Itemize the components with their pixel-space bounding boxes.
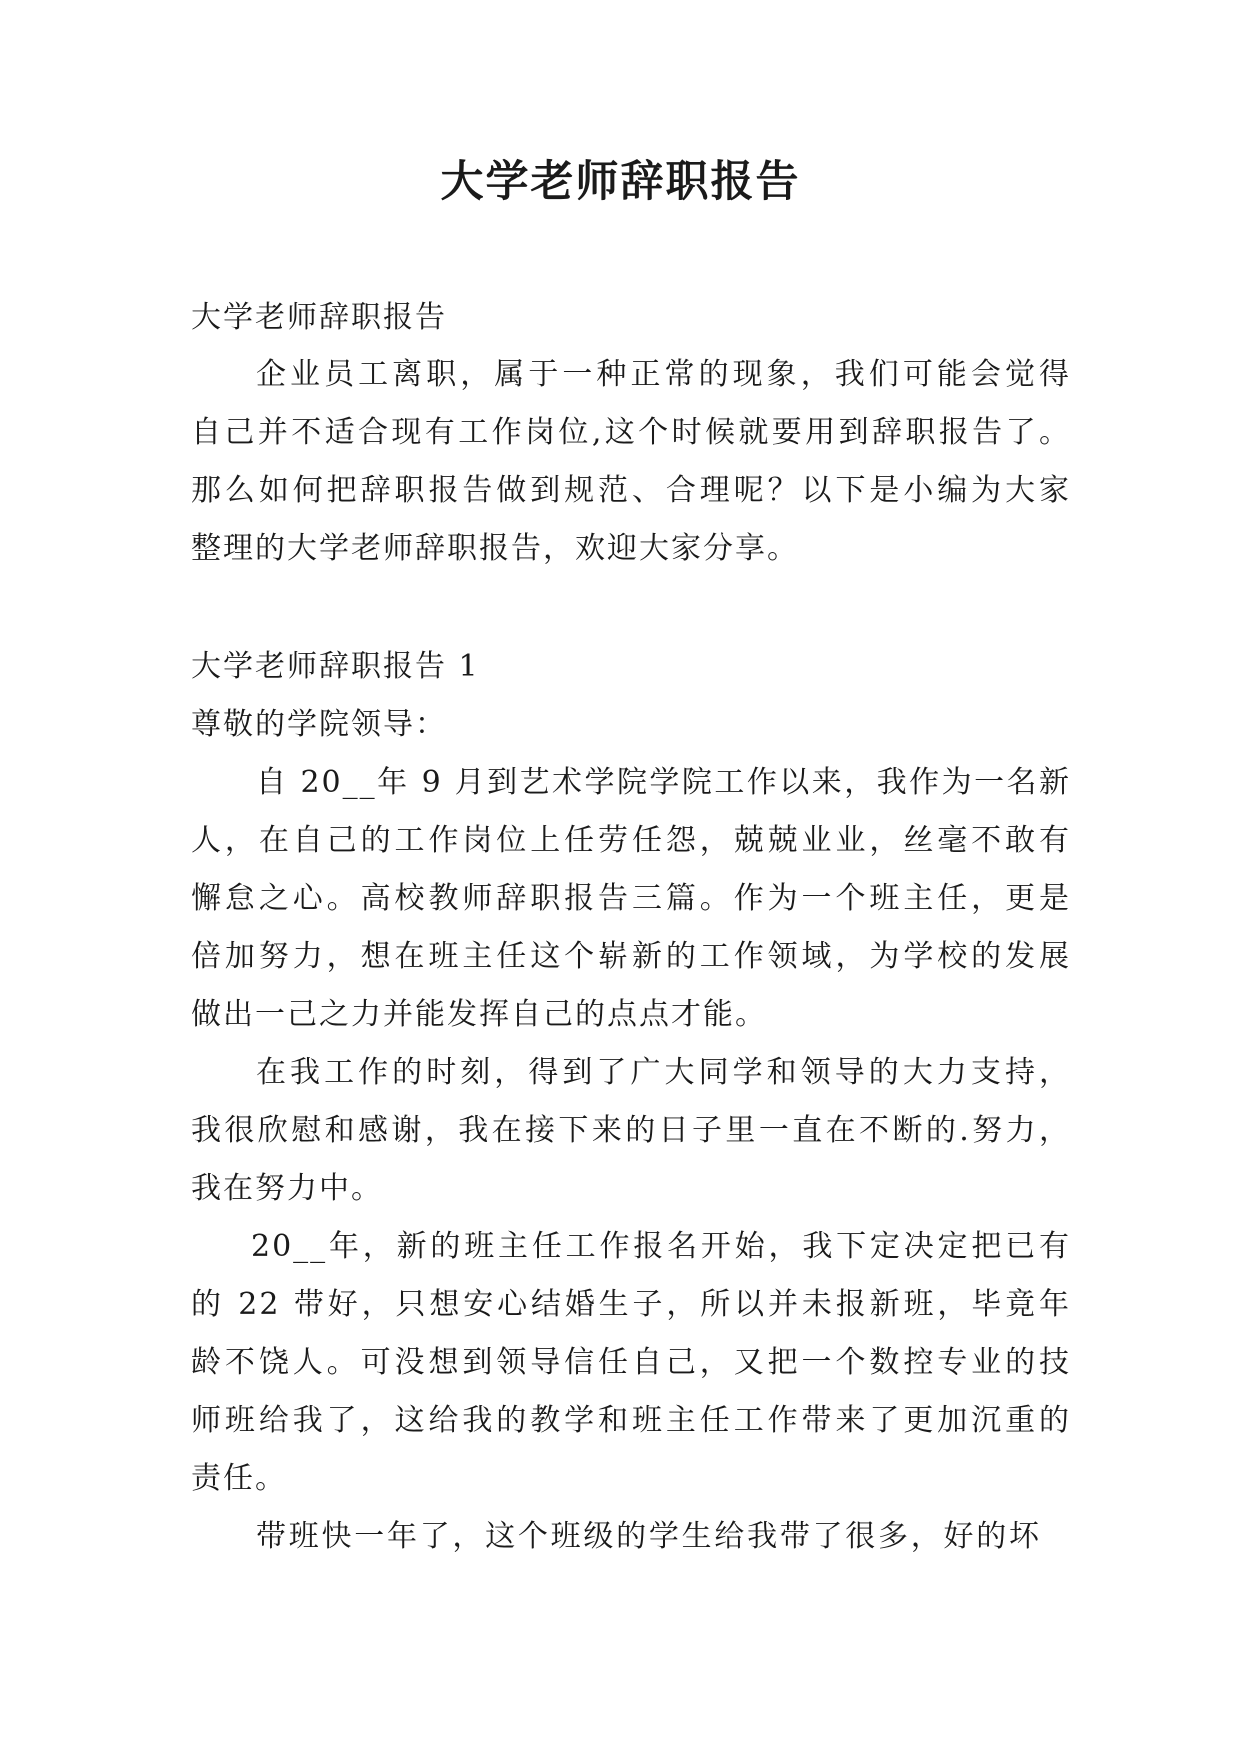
paragraph-line: 带班快一年了，这个班级的学生给我带了很多，好的坏 [256,1519,1041,1554]
paragraph-line: 那么如何把辞职报告做到规范、合理呢？以下是小编为大家 [191,473,1071,508]
paragraph-line: 自 20__年 9 月到艺术学院学院工作以来，我作为一名新 [256,765,1071,800]
paragraph-line: 企业员工离职，属于一种正常的现象，我们可能会觉得 [256,357,1071,392]
paragraph-line: 责任。 [191,1461,287,1496]
paragraph-line: 人，在自己的工作岗位上任劳任怨，兢兢业业，丝毫不敢有 [191,823,1071,858]
paragraph-line: 我在努力中。 [191,1171,383,1206]
paragraph-line: 自己并不适合现有工作岗位,这个时候就要用到辞职报告了。 [191,415,1071,450]
paragraph-line: 龄不饶人。可没想到领导信任自己，又把一个数控专业的技 [191,1345,1071,1380]
subtitle-line: 大学老师辞职报告 [191,300,447,335]
document-title: 大学老师辞职报告 [440,157,801,207]
section-heading: 大学老师辞职报告 1 [191,649,480,684]
paragraph-line: 在我工作的时刻，得到了广大同学和领导的大力支持， [256,1055,1071,1090]
paragraph-line: 整理的大学老师辞职报告，欢迎大家分享。 [191,531,799,566]
salutation: 尊敬的学院领导： [191,707,447,742]
paragraph-line: 倍加努力，想在班主任这个崭新的工作领域，为学校的发展 [191,939,1071,974]
paragraph-line: 懈怠之心。高校教师辞职报告三篇。作为一个班主任，更是 [191,881,1071,916]
paragraph-line: 做出一己之力并能发挥自己的点点才能。 [191,997,767,1032]
paragraph-line: 的 22 带好，只想安心结婚生子，所以并未报新班，毕竟年 [191,1287,1071,1322]
paragraph-line: 我很欣慰和感谢，我在接下来的日子里一直在不断的.努力， [191,1113,1071,1148]
paragraph-line: 师班给我了，这给我的教学和班主任工作带来了更加沉重的 [191,1403,1071,1438]
paragraph-line: 20__年，新的班主任工作报名开始，我下定决定把已有 [251,1229,1071,1264]
